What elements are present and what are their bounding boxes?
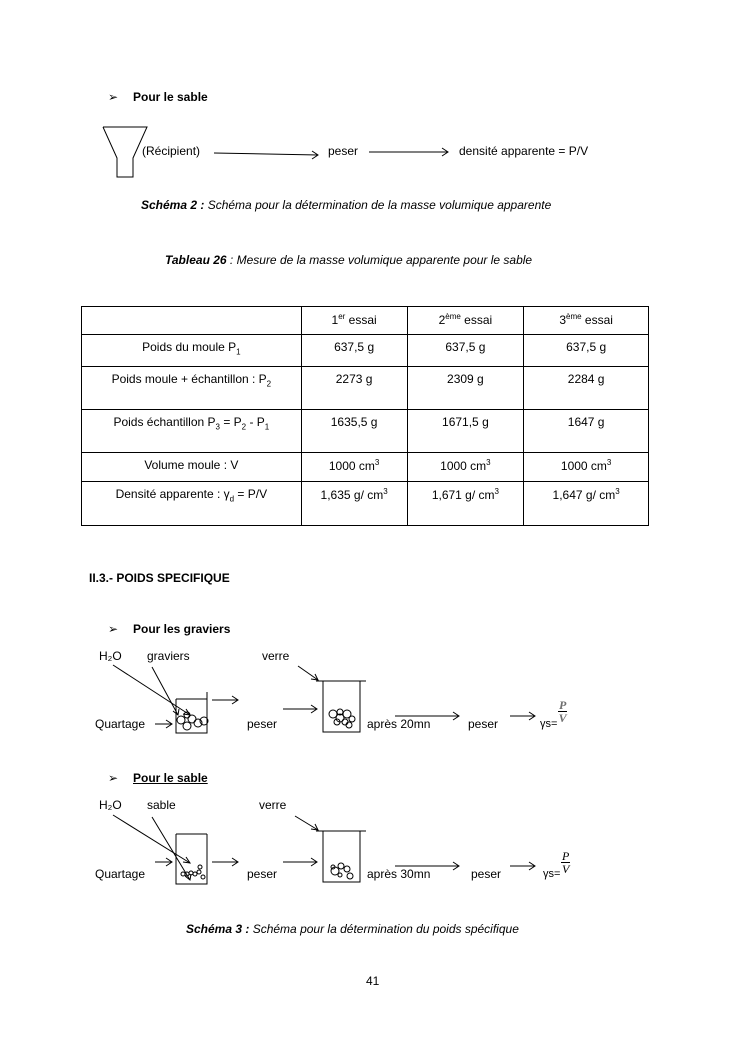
table-row (82, 367, 649, 410)
label-gamma: γs= (540, 718, 558, 730)
table-cell: 1671,5 g (407, 410, 524, 453)
flow-peser: peser (328, 144, 359, 158)
heading-sable: Pour le sable (133, 90, 208, 104)
label-peser: peser (247, 717, 278, 731)
table-cell: 2284 g (524, 367, 649, 410)
table-cell: 637,5 g (407, 335, 524, 367)
header-essai-3: 3ème essai (524, 307, 649, 335)
table-cell: 1,671 g/ $cm^3$ (407, 482, 524, 526)
fraction-numerator: P (562, 849, 570, 863)
schema3-caption (186, 922, 519, 936)
table-cell: 1635,5 g (301, 410, 407, 453)
table-row (82, 482, 649, 526)
fraction-numerator: P (559, 698, 567, 712)
table-cell: 1000 $cm^3$ (301, 453, 407, 482)
table-corner-cell (82, 307, 302, 335)
heading-graviers: Pour les graviers (133, 622, 231, 636)
table-cell: 2273 g (301, 367, 407, 410)
label-gamma: γs= (543, 868, 561, 880)
fraction-p-v (558, 699, 567, 724)
table-26 (81, 306, 649, 526)
bullet-icon: ➢ (108, 90, 119, 104)
table26-text: : Mesure de la masse volumique apparente pour le sable (226, 253, 533, 267)
label-peser-2: peser (471, 867, 502, 881)
table-cell: 637,5 g (301, 335, 407, 367)
table-cell: 1000 $cm^3$ (407, 453, 524, 482)
table-cell: 637,5 g (524, 335, 649, 367)
bullet-icon: ➢ (108, 622, 119, 636)
table26-caption (165, 253, 532, 267)
table-row (82, 453, 649, 482)
fraction-denominator: V (562, 862, 570, 876)
schema2-text: Schéma pour la détermination de la masse volumique apparente (204, 198, 552, 212)
label-graviers: graviers (147, 649, 190, 663)
label-verre: verre (262, 649, 290, 663)
heading-sable-2: Pour le sable (133, 771, 208, 785)
table26-label: Tableau 26 (165, 253, 227, 267)
label-peser-2: peser (468, 717, 499, 731)
bullet-icon: ➢ (108, 771, 119, 785)
row-label: Poids échantillon $P_3 = P_2 - P_1$ (82, 410, 302, 453)
table-cell: 1,647 g/ $cm^3$ (524, 482, 649, 526)
label-quartage: Quartage (95, 867, 146, 881)
label-apres: après 30mn (367, 867, 431, 881)
table-cell: 1,635 g/ $cm^3$ (301, 482, 407, 526)
row-label: Volume moule : V (82, 453, 302, 482)
funnel-icon (103, 127, 147, 177)
schema3-label: Schéma 3 : (186, 922, 250, 936)
table-row (82, 335, 649, 367)
fraction-denominator: V (558, 711, 567, 725)
flow-recipient: (Récipient) (142, 144, 201, 158)
label-verre: verre (259, 798, 287, 812)
header-essai-2: 2ème essai (407, 307, 524, 335)
schema3-text: Schéma pour la détermination du poids spécifique (249, 922, 519, 936)
header-essai-1: 1er essai (301, 307, 407, 335)
table-cell: 2309 g (407, 367, 524, 410)
schema2-label: Schéma 2 : (141, 198, 205, 212)
label-quartage: Quartage (95, 717, 146, 731)
label-sable: sable (147, 798, 176, 812)
flow-densite: densité apparente = P/V (459, 144, 589, 158)
table-cell: 1647 g (524, 410, 649, 453)
section-title: II.3.- POIDS SPECIFIQUE (89, 571, 230, 585)
row-label: Densité apparente : $\gamma_d = P/V$ (82, 482, 302, 526)
row-label: Poids moule + échantillon : $P_2$ (82, 367, 302, 410)
page-number: 41 (366, 974, 380, 988)
fraction-p-v (561, 850, 570, 875)
table-header-row (82, 307, 649, 335)
label-apres: après 20mn (367, 717, 431, 731)
label-peser: peser (247, 867, 278, 881)
label-h2o: H₂O (99, 649, 122, 663)
label-h2o: H₂O (99, 798, 122, 812)
row-label: Poids du moule $P_1$ (82, 335, 302, 367)
table-row (82, 410, 649, 453)
schema2-caption (141, 198, 551, 212)
table-cell: 1000 $cm^3$ (524, 453, 649, 482)
